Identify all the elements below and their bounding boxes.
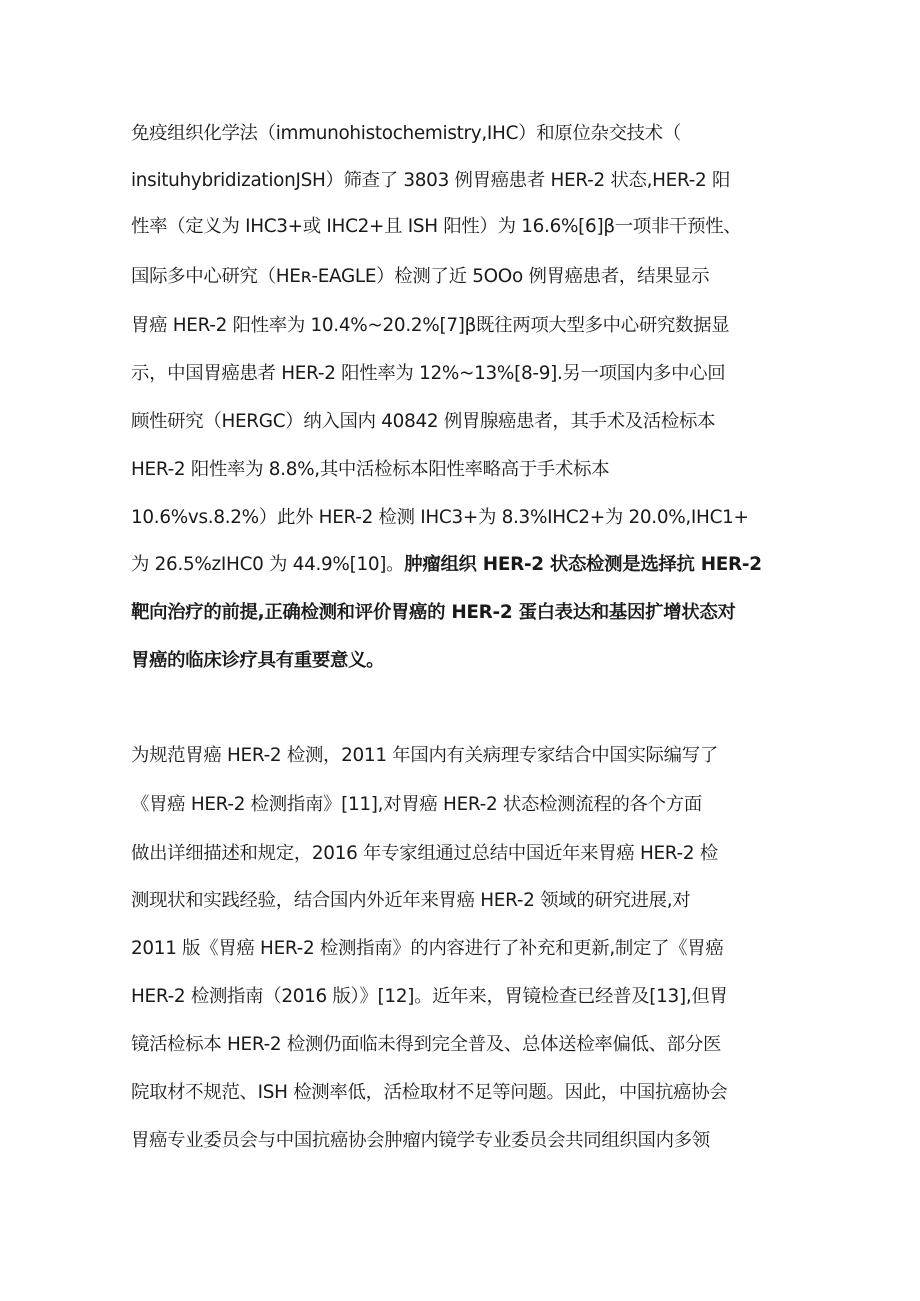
text-line: HER-2 检测指南（2016 版）》[12]。近年来，胃镜检查已经普及[13],但胃: [131, 986, 728, 1007]
text-line: 院取材不规范、ISH 检测率低，活检取材不足等问题。因此，中国抗癌协会: [131, 1082, 728, 1103]
text-line: 顾性研究（HERGC）纳入国内 40842 例胃腺癌患者，其手术及活检标本: [131, 411, 716, 432]
text-normal-segment: 为 26.5%ᴢIHC0 为 44.9%[10]。: [131, 554, 405, 575]
text-line: 《胃癌 HER-2 检测指南》[11],对胃癌 HER-2 状态检测流程的各个方面: [131, 794, 702, 815]
text-line: 为规范胃癌 HER-2 检测，2011 年国内有关病理专家结合中国实际编写了: [131, 745, 718, 766]
text-line: 胃癌专业委员会与中国抗癌协会肿瘤内镜学专业委员会共同组织国内多领: [131, 1130, 710, 1151]
text-bold-segment: 肿瘤组织 HER-2 状态检测是选择抗 HER-2: [404, 554, 762, 575]
text-line-bold: 靶向治疗的前提,正确检测和评价胃癌的 HER-2 蛋白表达和基因扩增状态对: [131, 602, 736, 623]
text-line: insituhybridizationJSH）筛查了 3803 例胃癌患者 HER-2 状态,HER-2 阳: [131, 170, 731, 191]
text-line-bold: 胃癌的临床诊疗具有重要意义。: [131, 650, 385, 671]
text-line: 示，中国胃癌患者 HER-2 阳性率为 12%~13%[8-9].另一项国内多中心回: [131, 363, 726, 384]
text-line: 性率（定义为 IHC3+或 IHC2+且 ISH 阳性）为 16.6%[6]β一项非干预性、: [131, 216, 742, 237]
text-line: 2011 版《胃癌 HER-2 检测指南》的内容进行了补充和更新,制定了《胃癌: [131, 938, 724, 959]
text-line: 国际多中心研究（HEʀ-EAGLE）检测了近 5OOo 例胃癌患者，结果显示: [131, 266, 710, 287]
text-line-mixed: [131, 553, 762, 577]
text-line: 镜活检标本 HER-2 检测仍面临未得到完全普及、总体送检率偏低、部分医: [131, 1034, 722, 1055]
text-line: 免疫组织化学法（immunohistochemistry,IHC）和原位杂交技术（: [131, 123, 681, 144]
text-line: 做出详细描述和规定，2016 年专家组通过总结中国近年来胃癌 HER-2 检: [131, 843, 718, 864]
text-line: 胃癌 HER-2 阳性率为 10.4%~20.2%[7]β既往两项大型多中心研究数据显: [131, 315, 730, 336]
text-line: HER-2 阳性率为 8.8%,其中活检标本阳性率略高于手术标本: [131, 459, 610, 480]
text-line: 测现状和实践经验，结合国内外近年来胃癌 HER-2 领域的研究进展,对: [131, 890, 691, 911]
text-line: 10.6%vs.8.2%）此外 HER-2 检测 IHC3+为 8.3%IHC2+为 20.0%,IHC1+: [131, 507, 749, 528]
